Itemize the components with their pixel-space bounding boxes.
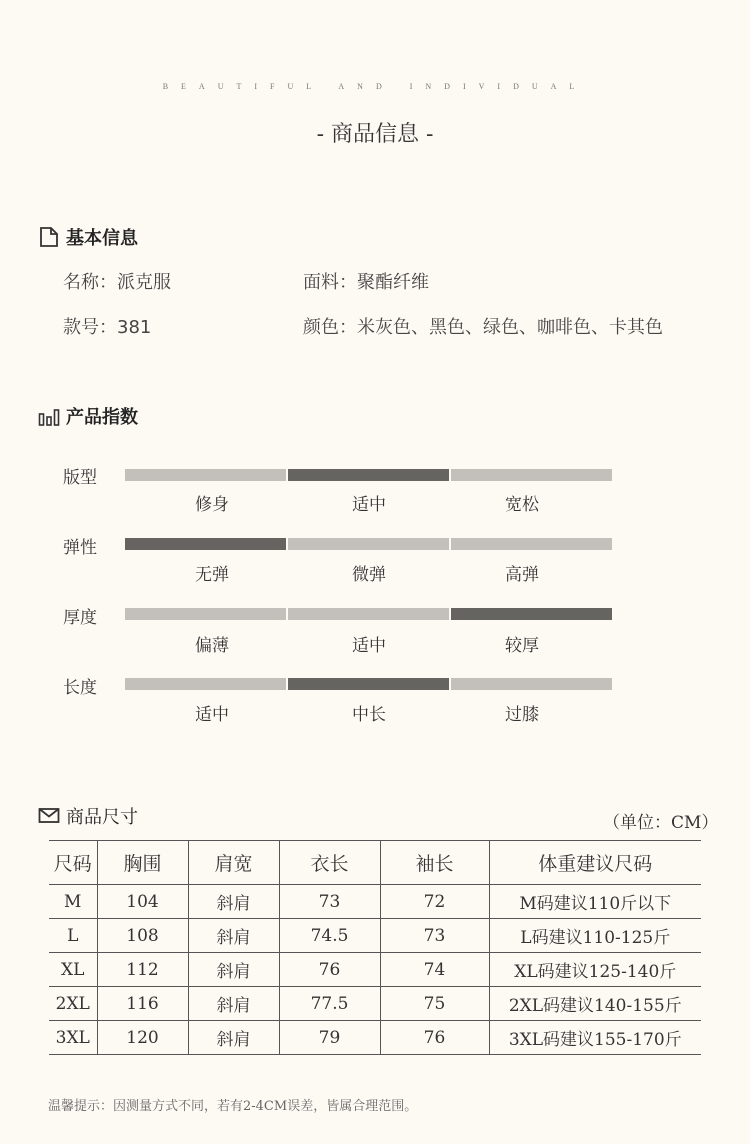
product-model: 款号：381 — [63, 317, 152, 338]
table-row — [49, 987, 701, 1021]
index-bar-segment — [125, 469, 286, 481]
index-option: 偏薄 — [195, 636, 229, 656]
index-option: 过膝 — [505, 705, 539, 725]
table-cell: 74 — [380, 953, 489, 987]
table-cell: L — [49, 919, 97, 953]
index-bar-segment — [125, 678, 286, 690]
table-cell: 75 — [380, 987, 489, 1021]
table-cell: 73 — [380, 919, 489, 953]
table-row — [49, 885, 701, 919]
table-cell: L码建议110-125斤 — [489, 919, 701, 953]
table-cell: 112 — [97, 953, 188, 987]
index-bar-segment — [288, 608, 449, 620]
index-label: 弹性 — [63, 538, 97, 558]
table-cell: XL码建议125-140斤 — [489, 953, 701, 987]
index-bar-segment — [451, 469, 612, 481]
index-option: 中长 — [352, 705, 386, 725]
index-option: 宽松 — [505, 495, 539, 515]
table-row — [49, 953, 701, 987]
size-table — [49, 840, 701, 1055]
product-colors: 颜色：米灰色、黑色、绿色、咖啡色、卡其色 — [303, 317, 663, 338]
table-cell: 斜肩 — [188, 885, 279, 919]
table-cell: 116 — [97, 987, 188, 1021]
size-heading — [38, 803, 138, 829]
bar-chart-icon — [38, 405, 60, 427]
index-label: 版型 — [63, 468, 97, 488]
measurement-note: 温馨提示：因测量方式不同，若有2-4CM误差，皆属合理范围。 — [48, 1099, 418, 1114]
table-cell: 3XL码建议155-170斤 — [489, 1021, 701, 1055]
index-bar-segment — [451, 678, 612, 690]
column-header: 肩宽 — [188, 841, 279, 885]
table-cell: 77.5 — [279, 987, 380, 1021]
index-bar-segment — [451, 538, 612, 550]
table-cell: 104 — [97, 885, 188, 919]
index-option: 适中 — [352, 495, 386, 515]
product-name: 名称：派克服 — [63, 272, 171, 293]
document-icon — [38, 226, 60, 248]
table-cell: 74.5 — [279, 919, 380, 953]
index-option: 无弹 — [195, 565, 229, 585]
table-cell: 3XL — [49, 1021, 97, 1055]
table-cell: 76 — [279, 953, 380, 987]
envelope-icon — [38, 805, 60, 827]
index-label: 长度 — [63, 678, 97, 698]
table-header-row — [49, 841, 701, 885]
column-header: 衣长 — [279, 841, 380, 885]
table-cell: M — [49, 885, 97, 919]
basic-info-title: 基本信息 — [66, 228, 138, 249]
table-cell: 2XL码建议140-155斤 — [489, 987, 701, 1021]
unit-label: （单位：CM） — [603, 813, 719, 833]
table-cell: 76 — [380, 1021, 489, 1055]
index-bar-segment — [288, 678, 449, 690]
table-row — [49, 1021, 701, 1055]
column-header: 尺码 — [49, 841, 97, 885]
index-bar-segment — [288, 538, 449, 550]
index-option: 高弹 — [505, 565, 539, 585]
index-option: 较厚 — [505, 636, 539, 656]
table-cell: 108 — [97, 919, 188, 953]
table-cell: XL — [49, 953, 97, 987]
size-title: 商品尺寸 — [66, 807, 138, 828]
table-cell: 73 — [279, 885, 380, 919]
table-cell: 72 — [380, 885, 489, 919]
indices-title: 产品指数 — [66, 407, 138, 428]
table-cell: M码建议110斤以下 — [489, 885, 701, 919]
index-option: 微弹 — [352, 565, 386, 585]
index-option: 修身 — [195, 495, 229, 515]
index-bar-segment — [288, 469, 449, 481]
column-header: 体重建议尺码 — [489, 841, 701, 885]
table-cell: 斜肩 — [188, 919, 279, 953]
tagline: BEAUTIFUL AND INDIVIDUAL — [162, 82, 588, 91]
table-cell: 斜肩 — [188, 953, 279, 987]
column-header: 袖长 — [380, 841, 489, 885]
table-row — [49, 919, 701, 953]
column-header: 胸围 — [97, 841, 188, 885]
index-bar-segment — [125, 538, 286, 550]
page-title: - 商品信息 - — [316, 122, 434, 147]
index-bar-segment — [125, 608, 286, 620]
basic-info-heading — [38, 224, 138, 250]
table-cell: 斜肩 — [188, 987, 279, 1021]
table-cell: 斜肩 — [188, 1021, 279, 1055]
table-cell: 2XL — [49, 987, 97, 1021]
table-cell: 120 — [97, 1021, 188, 1055]
index-option: 适中 — [352, 636, 386, 656]
index-bar-segment — [451, 608, 612, 620]
index-option: 适中 — [195, 705, 229, 725]
table-cell: 79 — [279, 1021, 380, 1055]
product-fabric: 面料：聚酯纤维 — [303, 272, 429, 293]
index-label: 厚度 — [63, 608, 97, 628]
indices-heading — [38, 403, 138, 429]
